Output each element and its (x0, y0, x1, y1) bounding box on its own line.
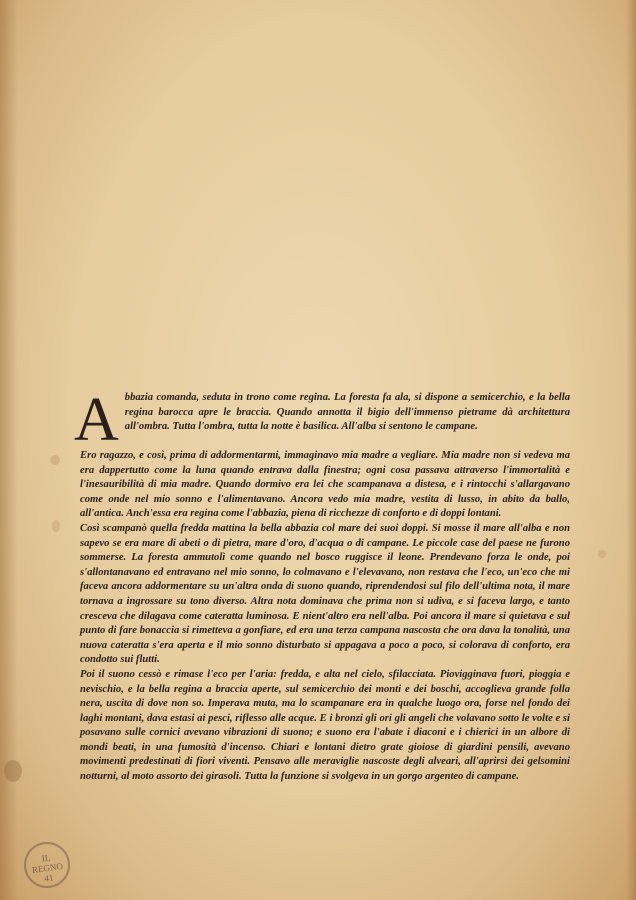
paragraph-2: Ero ragazzo, e così, prima di addormentarmi, immaginavo mia madre a vegliare. Mia madre non si vedeva ma era dappertutto come la luna quando entrava dalla finestra; ogni cosa passava attraverso l'immortalità e l'inesauribilità di mia madre. Quando dormivo era lei che scampanava a distesa, e i rintocchi s'allargavano come onde nel mio sonno e l'alimentavano. Ancora vedo mia madre, vestita di lusso, in abito da ballo, all'antica. Anch'essa era regina come l'abbazia, piena di ricchezze di conforto e di doppi lontani. (80, 450, 570, 520)
stain-mark (52, 520, 60, 532)
paragraph-1 (74, 386, 570, 454)
paragraph-4: Poi il suono cessò e rimase l'eco per l'aria: fredda, e alta nel cielo, sfilacciata. Piovigginava fuori, pioggia e nevischio, e la bella regina a braccia aperte, sul semicerchio dei monti e dei boschi, accoglieva grande folla nera, uscita di dove non so. Imperava muta, ma lo scampanare era in qualche luogo ora, forse nel fondo dei laghi montani, dava estasi ai pesci, riflesso alle acque. E i bronzi gli ori gli angeli che volavano sotto le volte e si posavano sulle cornici avevano vibrazioni di suono; e suono era l'abate i diaconi e i chierici in un albore di mondi beati, in una fumosità d'incenso. Chiari e lontani dietro grate gioiose di giardini pensili, avevano movimenti predestinati di fiori viventi. Pensavo alle meraviglie nascoste degli alveari, all'aprirsi dei gelsomini notturni, al moto assorto dei girasoli. Tutta la funzione si svolgeva in un gorgo argenteo di campane. (80, 668, 570, 783)
library-stamp (21, 839, 73, 891)
stain-mark (4, 760, 22, 782)
stain-mark (50, 455, 60, 465)
stamp-line-2: REGNO (31, 860, 64, 876)
stamp-line-3: 41 (43, 872, 54, 884)
stain-mark (598, 550, 606, 558)
paragraph-1-text: bbazia comanda, seduta in trono come regina. La foresta fa ala, si dispone a semicerchio, e la bella regina barocca apre le braccia. Quando annotta il bigio dell'immenso pietrame dà architettura all'ombra. Tutta l'ombra, tutta la notte è basilica. All'alba si sentono le campane. (124, 392, 570, 433)
paragraph-3: Così scampanò quella fredda mattina la bella abbazia col mare dei suoi doppi. Si mosse il mare all'alba e non sapevo se era mare di abeti o di pietra, mare d'oro, d'acqua o di campane. Le piccole case del paese ne furono sommerse. La foresta ammutolì come quando nel bosco ruggisce il leone. Prendevano forza le onde, poi s'allontanavano ed entravano nel mio sonno, lo colmavano e l'elevavano, non restava che l'eco, un'eco che mi faceva ancora addormentare su un'altra onda di suono quando, riprendendosi sul filo dell'ultima nota, il mare tornava a ingrossare su tono diverso. Altra nota dominava che prima non si udiva, e si faceva largo, e tanto cresceva che dilagava come cateratta luminosa. E nient'altro era nell'alba. Poi ancora il mare si quietava e sul punto di fare bonaccia si rimetteva a gonfiare, ed era una terza campana nascosta che ora dava la tonalità, una nuova cateratta s'era aperta e il mio sonno disturbato si appagava a poco a poco, si colorava di conforto, era condotto sui flutti. (80, 522, 570, 666)
stamp-line-1: IL (41, 852, 51, 864)
article-body (74, 386, 570, 785)
drop-cap: A (74, 386, 119, 454)
